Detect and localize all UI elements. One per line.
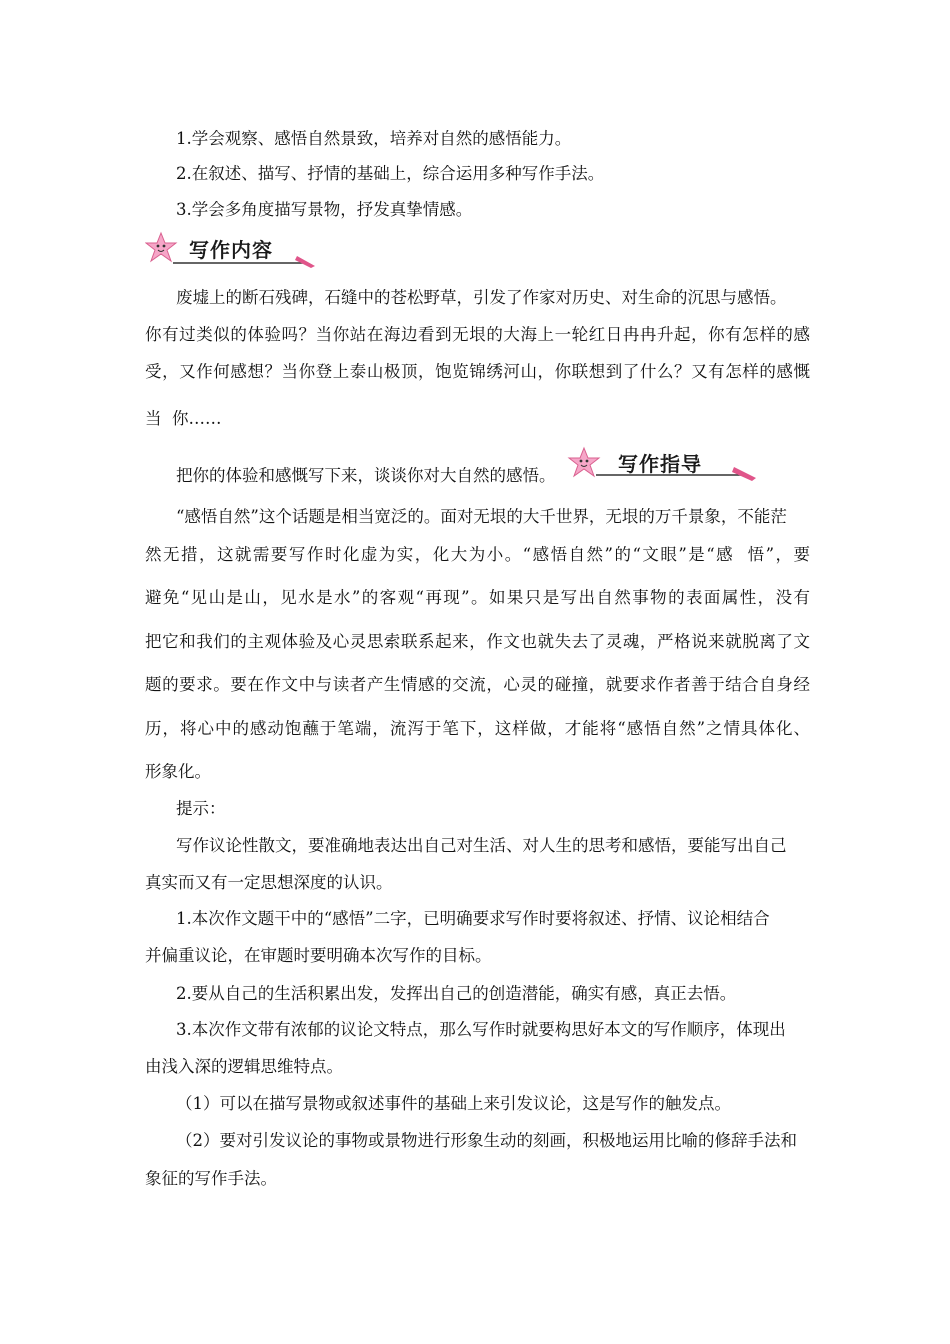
paragraph-line: 并偏重议论，在审题时要明确本次写作的目标。 <box>145 946 492 965</box>
section-banner-writing-guidance <box>566 445 761 485</box>
section-title-writing-guidance: 写作指导 <box>618 452 702 476</box>
paragraph-line: 然无措，这就需要写作时化虚为实，化大为小。“感悟自然”的“文眼”是“感 悟”，要 <box>145 545 810 564</box>
paragraph-line: 由浅入深的逻辑思维特点。 <box>145 1057 343 1076</box>
paragraph-line: 象征的写作手法。 <box>145 1169 277 1188</box>
paragraph-line: 历，将心中的感动饱蘸于笔端，流泻于笔下，这样做，才能将“感悟自然”之情具体化、 <box>145 719 810 738</box>
paragraph-line: 写作议论性散文，要准确地表达出自己对生活、对人生的思考和感悟，要能写出自己 <box>176 836 787 855</box>
paragraph-line: 把它和我们的主观体验及心灵思索联系起来，作文也就失去了灵魂，严格说来就脱离了文 <box>145 632 810 651</box>
paragraph-line: （2）要对引发议论的事物或景物进行形象生动的刻画，积极地运用比喻的修辞手法和 <box>176 1131 797 1150</box>
paragraph-line: “感悟自然”这个话题是相当宽泛的。面对无垠的大千世界，无垠的万千景象，不能茫 <box>176 507 787 526</box>
paragraph-line: 你有过类似的体验吗？当你站在海边看到无垠的大海上一轮红日冉冉升起，你有怎样的感 <box>145 325 810 344</box>
paragraph-line: 避免“见山是山，见水是水”的客观“再现”。如果只是写出自然事物的表面属性，没有 <box>145 588 810 607</box>
paragraph-line: 题的要求。要在作文中与读者产生情感的交流，心灵的碰撞，就要求作者善于结合自身经 <box>145 675 810 694</box>
objective-3: 3.学会多角度描写景物，抒发真挚情感。 <box>176 200 473 219</box>
paragraph-line: 废墟上的断石残碑，石缝中的苍松野草，引发了作家对历史、对生命的沉思与感悟。 <box>176 288 787 307</box>
objective-2: 2.在叙述、描写、抒情的基础上，综合运用多种写作手法。 <box>176 164 605 183</box>
section-title-writing-content: 写作内容 <box>189 238 273 262</box>
paragraph-line: 真实而又有一定思想深度的认识。 <box>145 873 393 892</box>
paragraph-line: 3.本次作文带有浓郁的议论文特点，那么写作时就要构思好本文的写作顺序，体现出 <box>176 1020 786 1039</box>
paragraph-line: 当 你…… <box>145 409 222 428</box>
objective-1: 1.学会观察、感悟自然景致，培养对自然的感悟能力。 <box>176 129 572 148</box>
paragraph-line: 把你的体验和感慨写下来，谈谈你对大自然的感悟。 <box>176 466 556 485</box>
paragraph-line: 2.要从自己的生活积累出发，发挥出自己的创造潜能，确实有感，真正去悟。 <box>176 984 737 1003</box>
paragraph-line: （1）可以在描写景物或叙述事件的基础上来引发议论，这是写作的触发点。 <box>176 1094 731 1113</box>
paragraph-line: 受，又作何感想？当你登上泰山极顶，饱览锦绣河山，你联想到了什么？又有怎样的感慨 <box>145 362 810 381</box>
paragraph-line: 1.本次作文题干中的“感悟”二字，已明确要求写作时要将叙述、抒情、议论相结合 <box>176 909 770 928</box>
hint-label: 提示： <box>176 799 226 818</box>
section-banner-writing-content <box>145 230 320 270</box>
paragraph-line: 形象化。 <box>145 762 211 781</box>
